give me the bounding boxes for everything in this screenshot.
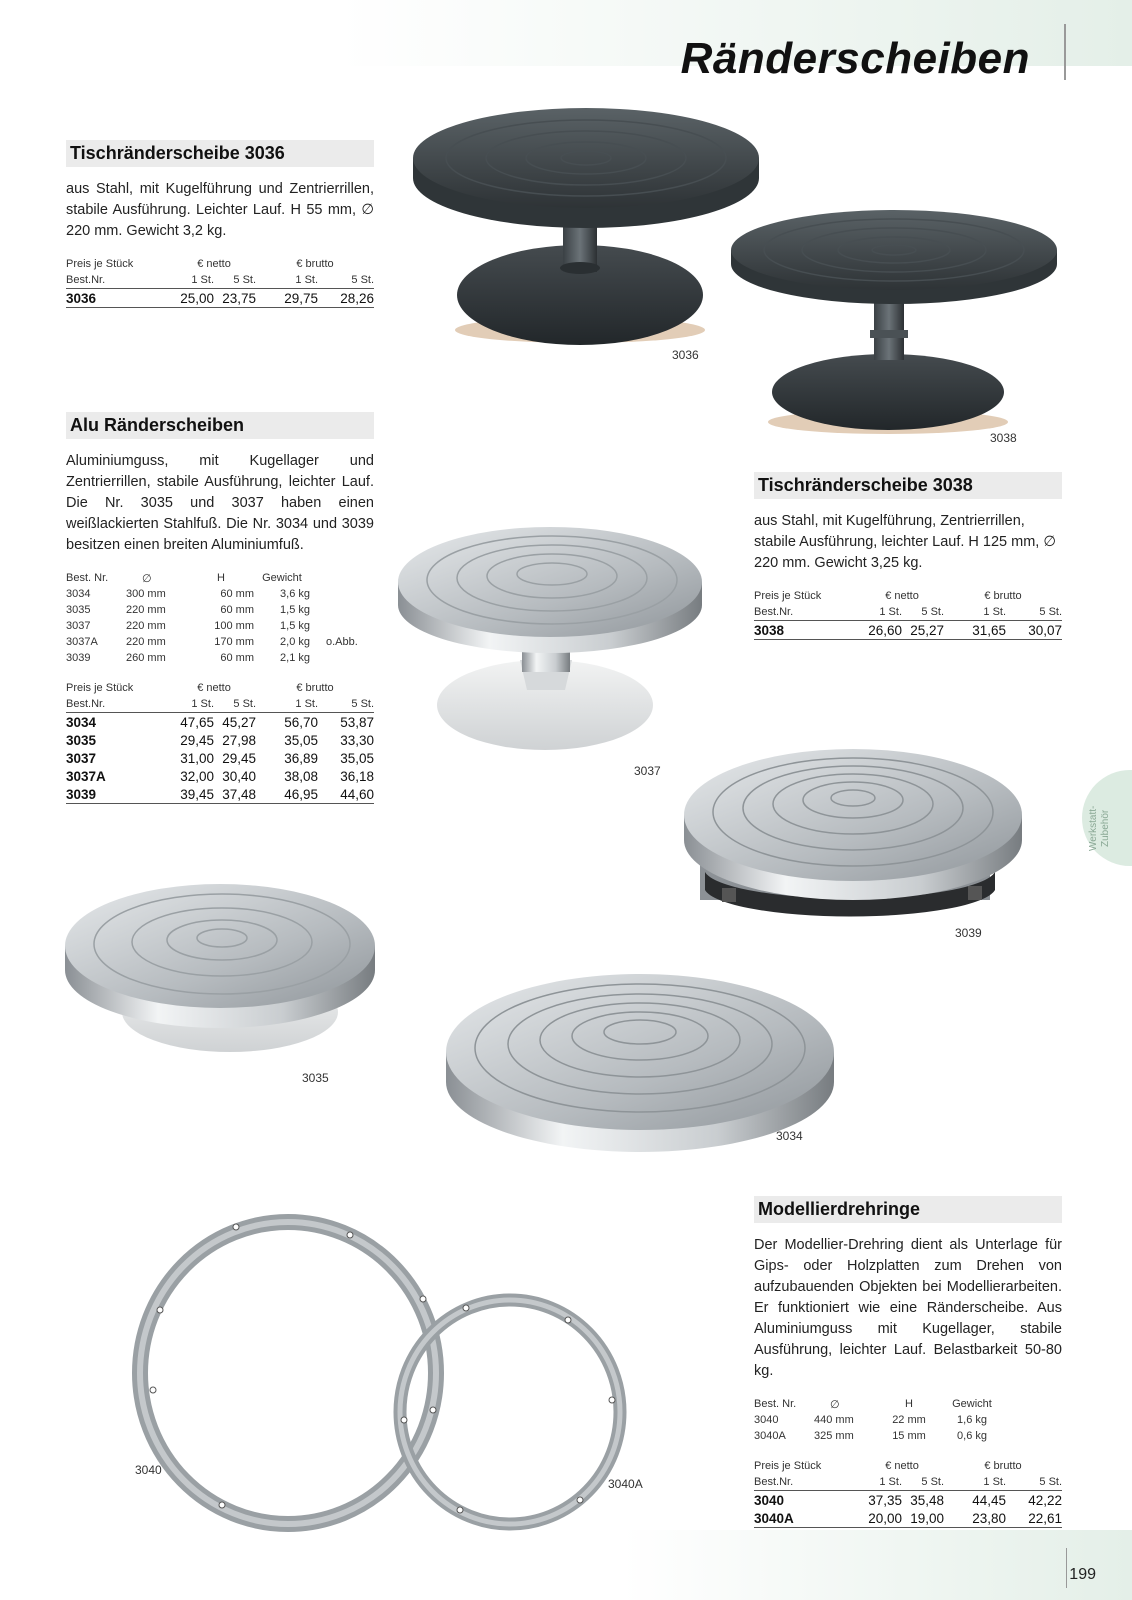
price-row: 3040A 20,00 19,00 23,80 22,61 [754,1510,1063,1526]
turntable-3038 [731,210,1057,434]
section-description: Der Modellier-Drehring dient als Unterlage für Gips- oder Holzplatten zum Drehen von aufzubauenden Objekten bei Modellierarbeiten. Er funktioniert wie eine Ränderscheibe. Aus Aluminiumguss mit Kugellager, stabile Ausführung, leichter Lauf. Belastbarkeit 50-80 kg. [754,1237,1062,1379]
price-row: 3035 29,45 27,98 35,05 33,30 [66,732,375,748]
turntable-3036 [413,108,759,345]
caption-3039: 3039 [955,926,982,940]
col-5st: 5 St. [214,272,256,289]
price-row: 3039 39,45 37,48 46,95 44,60 [66,786,375,802]
caption-3038: 3038 [990,431,1017,445]
caption-3040A: 3040A [608,1477,643,1491]
price-row: 3040 37,35 35,48 44,45 42,22 [754,1492,1063,1508]
caption-3035: 3035 [302,1071,329,1085]
spec-row: 3040A 325 mm 15 mm 0,6 kg [754,1430,987,1442]
price-header-label: Preis je Stück [66,258,134,270]
turntable-3037 [398,527,702,750]
price-row: 3036 25,00 23,75 29,75 28,26 [66,290,375,306]
spec-row: 3037A 220 mm 170 mm 2,0 kg o.Abb. [66,636,358,648]
section-description: aus Stahl, mit Kugelführung, Zentrierrillen, stabile Ausführung, leichter Lauf. H 125 mm, ∅ 220 mm. Gewicht 3,25 kg. [754,513,1056,571]
section-title: Alu Ränderscheiben [66,412,374,439]
page-title: Ränderscheiben [680,34,1030,83]
section-description: aus Stahl, mit Kugelführung und Zentrierrillen, stabile Ausführung. Leichter Lauf. H 55 mm, ∅ 220 mm. Gewicht 3,2 kg. [66,181,374,239]
spec-row: 3037 220 mm 100 mm 1,5 kg [66,620,310,632]
price-table: Preis je Stück € netto € brutto Best.Nr. 1 St. 5 St. 1 St. 5 St. 3034 47,65 45,27 56,70 53,87 3035 29,45 27,98 35,05 33,30 3037 31,00 29,45 36,89 35,05 3037A 32,00 30,40 38,08 36,18 3039 39,45 37,48 46,95 44,60 [66,682,375,802]
caption-3040: 3040 [135,1463,162,1477]
bestnr-header: Best.Nr. [66,272,172,289]
spec-row: 3040 440 mm 22 mm 1,6 kg [754,1414,987,1426]
brutto-header: € brutto [296,258,334,270]
col-1st: 1 St. [256,272,318,289]
spec-table: Best. Nr. ∅ H Gewicht 3034 300 mm 60 mm 3,6 kg 3035 220 mm 60 mm 1,5 kg 3037 220 mm 100 mm 1,5 kg 3037A 220 mm 170 mm 2,0 kg o.Abb. 3039 260 mm 60 mm 2,1 kg [66,570,364,666]
section-title: Tischränderscheibe 3038 [754,472,1062,499]
price-table: Preis je Stück € netto € brutto Best.Nr. 1 St. 5 St. 1 St. 5 St. 3040 37,35 35,48 44,45 42,22 3040A 20,00 19,00 23,80 22,61 [754,1460,1063,1526]
section-description: Aluminiumguss, mit Kugellager und Zentrierrillen, stabile Ausführung, leichter Lauf. Die Nr. 3035 und 3037 haben einen weißlackierten Stahlfuß. Die Nr. 3034 und 3039 besitzen einen breiten Aluminiumfuß. [66,453,374,553]
turntable-3039 [684,749,1022,916]
caption-3036: 3036 [672,348,699,362]
turntable-3034 [446,974,834,1152]
section-title: Modellierdrehringe [754,1196,1062,1223]
turntable-3035 [65,884,375,1052]
spec-row: 3035 220 mm 60 mm 1,5 kg [66,604,310,616]
caption-3037: 3037 [634,764,661,778]
price-table: Preis je Stück € netto € brutto Best.Nr. 1 St. 5 St. 1 St. 5 St. 3038 26,60 25,27 31,65 30,07 [754,590,1063,638]
caption-3034: 3034 [776,1129,803,1143]
col-5st: 5 St. [318,272,374,289]
page-number: 199 [1069,1566,1096,1583]
spec-row: 3039 260 mm 60 mm 2,1 kg [66,652,310,664]
section-tab-label: Werkstatt-Zubehör [1088,805,1111,851]
price-row: 3037A 32,00 30,40 38,08 36,18 [66,768,375,784]
price-row: 3037 31,00 29,45 36,89 35,05 [66,750,375,766]
ring-3040 [140,1222,436,1524]
netto-header: € netto [197,258,231,270]
price-row: 3034 47,65 45,27 56,70 53,87 [66,714,375,730]
spec-row: 3034 300 mm 60 mm 3,6 kg [66,588,310,600]
section-title: Tischränderscheibe 3036 [66,140,374,167]
price-row: 3038 26,60 25,27 31,65 30,07 [754,622,1063,638]
spec-table: Best. Nr. ∅ H Gewicht 3040 440 mm 22 mm 1,6 kg 3040A 325 mm 15 mm 0,6 kg [754,1396,1002,1444]
col-1st: 1 St. [172,272,214,289]
